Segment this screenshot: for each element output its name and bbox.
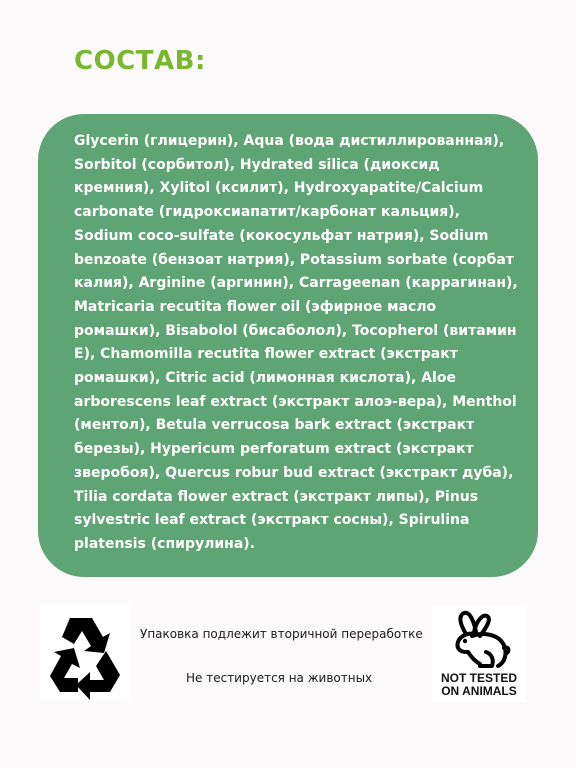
badge-line-1: NOT TESTED — [440, 671, 517, 685]
page-title: СОСТАВ: — [74, 46, 206, 76]
badge-line-2: ON ANIMALS — [441, 684, 517, 698]
badge-text — [432, 672, 526, 698]
not-tested-badge — [432, 606, 526, 702]
rabbit-icon — [446, 608, 512, 672]
ingredients-card — [38, 114, 538, 577]
recycle-icon — [40, 604, 130, 700]
recycle-note: Упаковка подлежит вторичной переработке — [140, 627, 423, 641]
animal-test-note: Не тестируется на животных — [186, 671, 373, 685]
ingredients-text: Glycerin (глицерин), Aqua (вода дистиллированная), Sorbitol (сорбитол), Hydrated silica (диоксид кремния), Xylitol (ксилит), Hydroxyapatite/Calcium carbonate (гидроксиапатит/карбонат кальция), Sodium coco-sulfate (кокосульфат натрия), Sodium benzoate (бензоат натрия), Potassium sorbate (сорбат калия), Arginine (аргинин), Carrageenan (каррагинан), Matricaria recutita flower oil (эфирное масло ромашки), Bisabolol (бисаболол), Tocopherol (витамин Е), Chamomilla recutita flower extract (экстракт ромашки), Citric acid (лимонная кислота), Aloe arborescens leaf extract (экстракт алоэ-вера), Menthol (ментол), Betula verrucosa bark extract (экстракт березы), Hypericum perforatum extract (экстракт зверобоя), Quercus robur bud extract (экстракт дуба), Tilia cordata flower extract (экстракт липы), Pinus sylvestric leaf extract (экстракт сосны), Spirulina platensis (спирулина). — [74, 133, 518, 552]
